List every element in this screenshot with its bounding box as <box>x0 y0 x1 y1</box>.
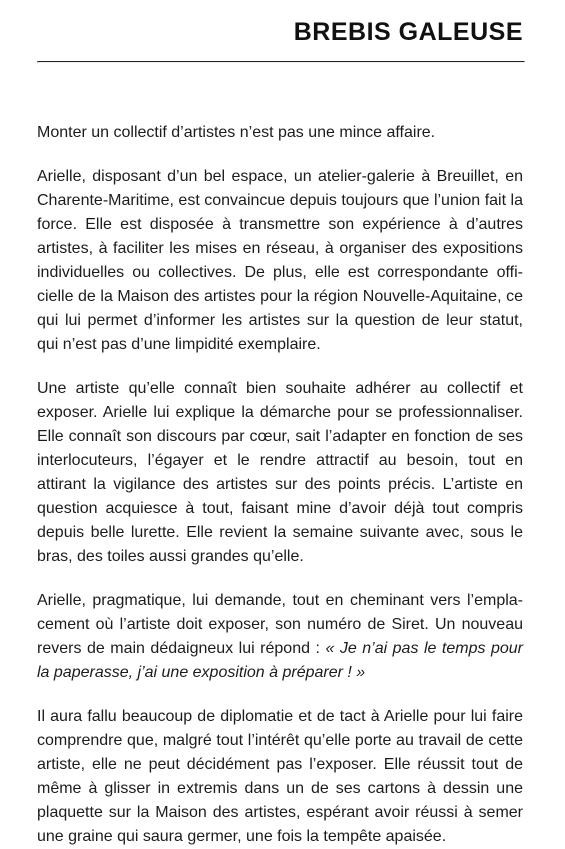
siret-text: Arielle, pragmatique, lui demande, tout en cheminant vers l’emplacement où l’artiste doit exposer, son numéro de Siret. Un nouveau revers de main dédaigneux lui répond : <box>37 592 523 657</box>
article-body <box>37 121 523 849</box>
paragraph-arielle-atelier: Arielle, disposant d’un bel espace, un atelier-galerie à Breuillet, en Charente-Maritime, est convaincue depuis toujours que l’union fait la force. Elle est disposée à transmettre son expérience à d’autres artistes, à faciliter les mises en réseau, à organiser des expositions individuelles ou collectives. De plus, elle est correspondante officielle de la Maison des artistes pour la région Nouvelle-Aquitaine, ce qui lui permet d’informer les artistes sur la question de leur statut, qui n’est pas d’une limpidité exemplaire. <box>37 168 523 353</box>
title-divider <box>37 61 525 63</box>
paragraph-siret <box>37 589 523 685</box>
artist-quote: « Je n’ai pas le temps pour la paperasse, j’ai une exposition à préparer ! » <box>37 640 524 681</box>
paragraph-conclusion: Il aura fallu beaucoup de diplomatie et de tact à Arielle pour lui faire comprendre que, malgré tout l’intérêt qu’elle porte au travail de cette artiste, elle ne peut décidément pas l’exposer. Elle réussit tout de même à glisser in extremis dans un de ses cartons à dessin une plaquette sur la Maison des artistes, espérant avoir réussi à semer une graine qui saura germer, une fois la tempête apaisée. <box>37 708 523 845</box>
paragraph-artist-joins: Une artiste qu’elle connaît bien souhaite adhérer au collectif et exposer. Arielle lui explique la démarche pour se professionnaliser. Elle connaît son discours par cœur, sait l’adapter en fonction de ses interlocuteurs, l’égayer et le rendre attractif au besoin, tout en attirant la vigilance des artistes sur des points précis. L’artiste en question acquiesce à tout, faisant mine d’avoir déjà tout compris depuis belle lurette. Elle revient la semaine suivante avec, sous le bras, des toiles aussi grandes qu’elle. <box>37 380 523 565</box>
page-title: BREBIS GALEUSE <box>293 18 523 46</box>
paragraph-intro: Monter un collectif d’artistes n’est pas une mince affaire. <box>37 124 436 141</box>
